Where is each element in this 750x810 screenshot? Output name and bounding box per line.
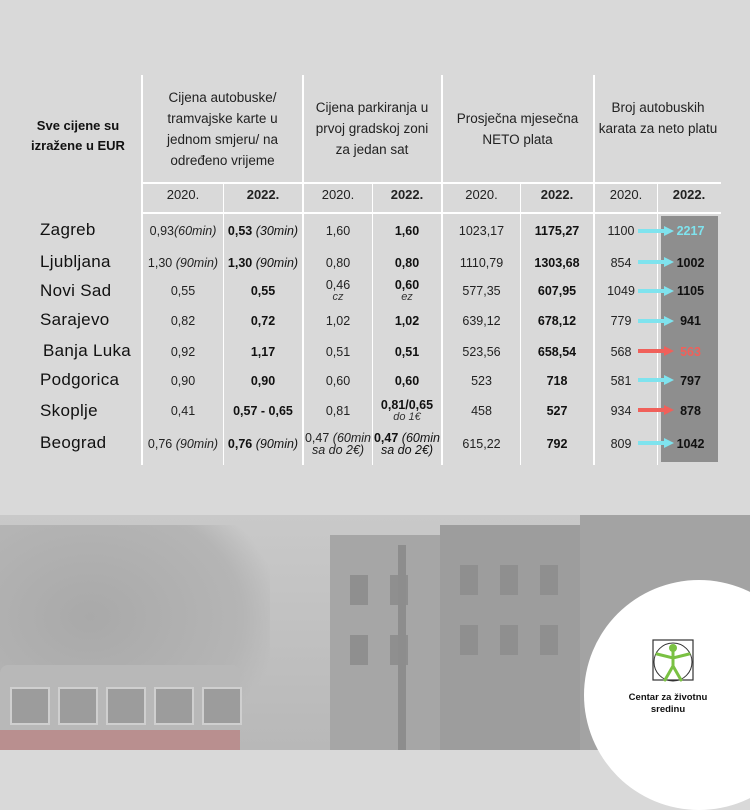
- vitruvian-figure-icon: [651, 638, 695, 686]
- tickets-2022: 941: [680, 314, 701, 328]
- arrow-right-icon: [638, 438, 674, 448]
- year-header: 2022.: [246, 187, 280, 202]
- city-label: Novi Sad: [40, 281, 112, 300]
- divider: [593, 75, 595, 465]
- year-header: 2020.: [609, 187, 643, 202]
- city-label: Banja Luka: [43, 341, 132, 360]
- tickets-2020: 809: [610, 437, 632, 451]
- parking-2020: [304, 432, 372, 456]
- cell-part: (60min): [173, 224, 217, 238]
- ticket-2020: 0,90: [170, 374, 196, 388]
- arrow-right-icon: [638, 316, 674, 326]
- parking-2020: 1,02: [325, 314, 351, 328]
- year-header: 2020.: [465, 187, 498, 202]
- ticket-2020: 0,55: [170, 284, 196, 298]
- city-label: Beograd: [40, 433, 107, 452]
- cell-part: (90min): [175, 256, 219, 270]
- salary-2022: 678,12: [537, 314, 577, 328]
- tickets-2022: 1002: [676, 256, 705, 270]
- cell-part: (90min): [255, 256, 299, 270]
- city-label: Skoplje: [40, 401, 98, 420]
- salary-2020: 1023,17: [458, 224, 505, 238]
- header-parking-price: Cijena parkiranja u prvoj gradskoj zoni za jedan sat: [315, 100, 429, 157]
- arrow-right-icon: [638, 257, 674, 267]
- salary-2022: 658,54: [537, 345, 577, 359]
- salary-2022: 718: [546, 374, 568, 388]
- cell-part: 0,93: [149, 224, 174, 238]
- parking-2020: 0,81: [325, 404, 351, 418]
- header-net-salary: Prosječna mjesečna NETO plata: [456, 111, 579, 147]
- divider: [141, 182, 721, 184]
- tickets-2022: 563: [680, 345, 701, 359]
- tickets-2020: 1100: [607, 224, 635, 238]
- tickets-2022: 2217: [676, 224, 705, 238]
- salary-2022: 607,95: [537, 284, 577, 298]
- arrow-right-icon: [638, 375, 674, 385]
- salary-2022: 1175,27: [534, 224, 580, 238]
- parking-2020-note: cz: [332, 291, 344, 303]
- year-header: 2022.: [390, 187, 424, 202]
- cell-part: 1,30: [147, 256, 173, 270]
- city-label: Sarajevo: [40, 310, 110, 329]
- ticket-2020: [143, 437, 223, 451]
- tickets-2022: 797: [680, 374, 701, 388]
- city-label: Podgorica: [40, 370, 120, 389]
- ticket-2022: [224, 437, 302, 451]
- parking-2022: [373, 432, 441, 456]
- cell-part: (90min): [255, 437, 299, 451]
- cell-part: 0,47: [304, 431, 330, 445]
- parking-2020: 0,80: [325, 256, 351, 270]
- cell-part: (60min sa do 2€): [380, 431, 441, 457]
- arrow-right-icon: [638, 226, 674, 236]
- salary-2020: 1110,79: [459, 256, 504, 270]
- salary-2020: 458: [471, 404, 492, 418]
- tickets-2022: 1105: [676, 284, 705, 298]
- cell-part: 0,76: [147, 437, 173, 451]
- tickets-2020: 568: [610, 345, 632, 359]
- ticket-2020: 0,92: [170, 345, 196, 359]
- parking-2022: 1,02: [394, 314, 420, 328]
- divider: [141, 212, 721, 214]
- cell-part: (90min): [175, 437, 219, 451]
- ticket-2022: 0,90: [250, 374, 276, 388]
- salary-2022: 527: [546, 404, 568, 418]
- ticket-2022: [224, 224, 302, 238]
- ticket-2022: 1,17: [250, 345, 276, 359]
- year-header: 2020.: [166, 187, 200, 202]
- parking-2020: 0,46: [325, 278, 351, 292]
- salary-2020: 615,22: [462, 437, 501, 451]
- parking-2020: 1,60: [325, 224, 351, 238]
- parking-2022: 0,81/0,65: [380, 398, 434, 412]
- parking-2022: 0,60: [394, 278, 420, 292]
- cell-part: 0,47: [373, 431, 399, 445]
- header-ticket-count: Broj autobuskih karata za neto platu: [598, 100, 718, 136]
- parking-2022: 0,51: [394, 345, 420, 359]
- ticket-2022: [224, 256, 302, 270]
- arrow-right-icon: [638, 346, 674, 356]
- tickets-2020: 854: [610, 256, 632, 270]
- tickets-2022: 878: [680, 404, 701, 418]
- city-label: Ljubljana: [40, 252, 111, 271]
- arrow-right-icon: [638, 286, 674, 296]
- parking-2022: 1,60: [394, 224, 420, 238]
- year-header: 2020.: [321, 187, 355, 202]
- cell-part: (60min sa do 2€): [311, 431, 372, 457]
- arrow-right-icon: [638, 405, 674, 415]
- salary-2020: 523: [471, 374, 492, 388]
- parking-2022: 0,60: [394, 374, 420, 388]
- highlight-column-2022: [661, 216, 718, 462]
- tickets-2022: 1042: [676, 437, 705, 451]
- ticket-2020: 0,41: [170, 404, 196, 418]
- ticket-2022: 0,72: [250, 314, 276, 328]
- salary-2022: 792: [546, 437, 568, 451]
- salary-2020: 639,12: [462, 314, 501, 328]
- table-corner-header: Sve cijene su izražene u EUR: [31, 118, 125, 153]
- tickets-2020: 779: [610, 314, 632, 328]
- salary-2020: 577,35: [462, 284, 501, 298]
- ticket-2022: 0,55: [250, 284, 276, 298]
- cell-part: 0,76: [227, 437, 253, 451]
- parking-2020: 0,51: [325, 345, 351, 359]
- parking-2022-note: ez: [401, 291, 413, 303]
- ticket-2020: [143, 224, 223, 238]
- cell-part: (30min): [255, 224, 299, 238]
- tickets-2020: 934: [610, 404, 632, 418]
- year-header: 2022.: [672, 187, 706, 202]
- salary-2022: 1303,68: [534, 256, 580, 270]
- parking-2020: 0,60: [325, 374, 351, 388]
- parking-2022-note: do 1€: [393, 411, 421, 423]
- parking-2022: 0,80: [394, 256, 420, 270]
- ticket-2020: 0,82: [170, 314, 196, 328]
- header-ticket-price: Cijena autobuske/ tramvajske karte u jednom smjeru/ na određeno vrijeme: [166, 90, 279, 168]
- ticket-2022: 0,57 - 0,65: [233, 404, 293, 418]
- cell-part: 1,30: [227, 256, 253, 270]
- logo-text: Centar za životnu sredinu: [628, 692, 708, 715]
- tickets-2020: 581: [610, 374, 632, 388]
- city-label: Zagreb: [40, 220, 96, 239]
- year-header: 2022.: [540, 187, 574, 202]
- tickets-2020: 1049: [607, 284, 635, 298]
- ticket-2020: [143, 256, 223, 270]
- cell-part: 0,53: [227, 224, 253, 238]
- salary-2020: 523,56: [462, 345, 501, 359]
